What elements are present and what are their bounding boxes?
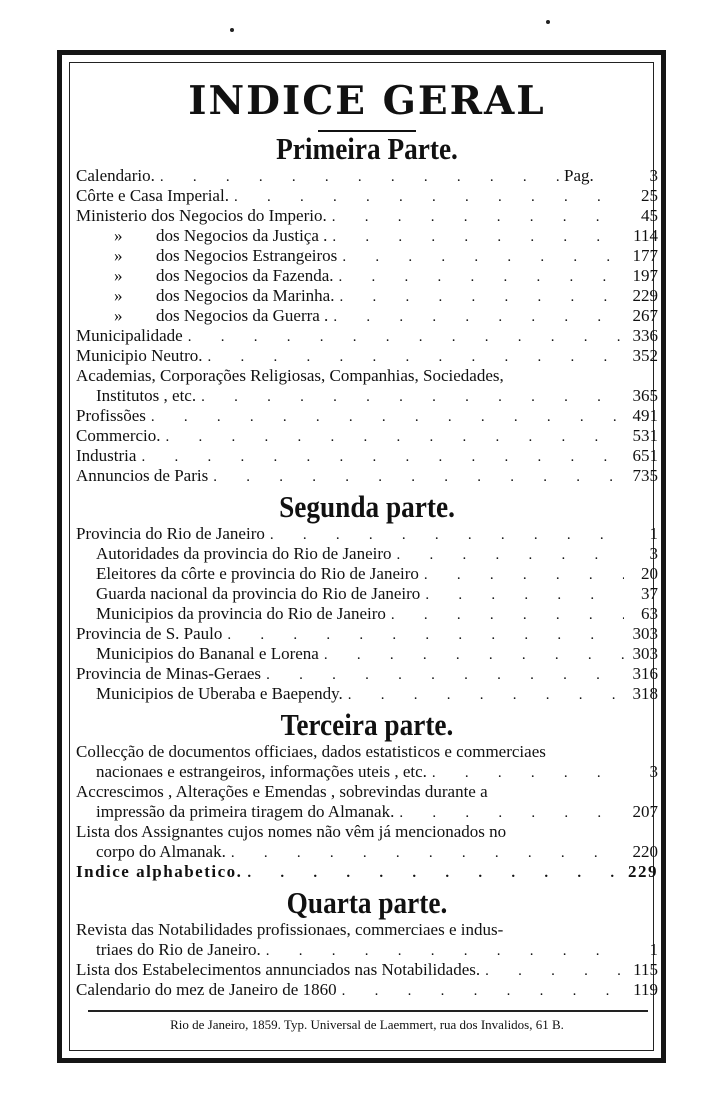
index-entry: Côrte e Casa Imperial. . . . 25 bbox=[76, 186, 658, 206]
index-entry: Provincia do Rio de Janeiro . . . 1 bbox=[76, 524, 658, 544]
imprint-footer: Rio de Janeiro, 1859. Typ. Universal de Laemmert, rua dos Invalidos, 61 B. bbox=[170, 1017, 564, 1032]
index-entry: Municipios do Bananal e Lorena . . . 303 bbox=[76, 644, 658, 664]
index-entry: corpo do Almanak. . . . 220 bbox=[76, 842, 658, 862]
index-entry: Municipios de Uberaba e Baependy. . . . 318 bbox=[76, 684, 658, 704]
index-entry: Institutos , etc. . . . 365 bbox=[76, 386, 658, 406]
index-entry: Eleitores da côrte e provincia do Rio de Janeiro . . . 20 bbox=[76, 564, 658, 584]
index-entry: Municipios da provincia do Rio de Janeiro . . . 63 bbox=[76, 604, 658, 624]
index-entry: Municipio Neutro. . . . 352 bbox=[76, 346, 658, 366]
index-entry: Ministerio dos Negocios do Imperio. . . . 45 bbox=[76, 206, 658, 226]
index-entry: Provincia de Minas-Geraes . . . 316 bbox=[76, 664, 658, 684]
index-entry: » dos Negocios da Fazenda. . . . 197 bbox=[76, 266, 658, 286]
index-entry: » dos Negocios Estrangeiros . . . 177 bbox=[76, 246, 658, 266]
index-entry: Lista dos Estabelecimentos annunciados nas Notabilidades. . . . 115 bbox=[76, 960, 658, 980]
index-entry: Calendario do mez de Janeiro de 1860 . . . 119 bbox=[76, 980, 658, 1000]
print-speck bbox=[230, 28, 234, 32]
index-entry-line: Revista das Notabilidades profissionaes, commerciaes e indus- bbox=[76, 920, 504, 939]
part-heading-segunda: Segunda parte. bbox=[279, 489, 455, 524]
index-entry: » dos Negocios da Guerra . . . . 267 bbox=[76, 306, 658, 326]
index-entry-line: Academias, Corporações Religiosas, Companhias, Sociedades, bbox=[76, 366, 504, 385]
index-entry: Calendario. . . . Pag. 3 bbox=[76, 166, 658, 186]
index-entry: Provincia de S. Paulo . . . 303 bbox=[76, 624, 658, 644]
footer-rule bbox=[88, 1010, 648, 1012]
index-entry: Industria . . . 651 bbox=[76, 446, 658, 466]
index-entry: » dos Negocios da Marinha. . . . 229 bbox=[76, 286, 658, 306]
part-heading-quarta: Quarta parte. bbox=[286, 885, 448, 920]
index-entry: impressão da primeira tiragem do Almanak. . . . 207 bbox=[76, 802, 658, 822]
index-entry: Autoridades da provincia do Rio de Janeiro . . . 3 bbox=[76, 544, 658, 564]
index-entry: triaes do Rio de Janeiro. . . . 1 bbox=[76, 940, 658, 960]
index-entry: Commercio. . . . 531 bbox=[76, 426, 658, 446]
index-entry-line: Lista dos Assignantes cujos nomes não vêm já mencionados no bbox=[76, 822, 507, 841]
index-entry: » dos Negocios da Justiça . . . . 114 bbox=[76, 226, 658, 246]
part-heading-terceira: Terceira parte. bbox=[280, 707, 454, 742]
index-entry: Municipalidade . . . 336 bbox=[76, 326, 658, 346]
index-entry-line: Collecção de documentos officiaes, dados estatisticos e commerciaes bbox=[76, 742, 546, 761]
index-entry-alphabetico: Indice alphabetico. . . . 229 bbox=[76, 862, 658, 882]
index-content bbox=[76, 70, 658, 1000]
index-entry: nacionaes e estrangeiros, informações uteis , etc. . . . 3 bbox=[76, 762, 658, 782]
index-entry: Annuncios de Paris . . . 735 bbox=[76, 466, 658, 486]
part-heading-primeira: Primeira Parte. bbox=[276, 131, 458, 166]
index-entry: Guarda nacional da provincia do Rio de Janeiro . . . 37 bbox=[76, 584, 658, 604]
index-entry: Profissões . . . 491 bbox=[76, 406, 658, 426]
index-entry-line: Accrescimos , Alterações e Emendas , sobrevindas durante a bbox=[76, 782, 488, 801]
print-speck bbox=[546, 20, 550, 24]
page-title: INDICE GERAL bbox=[188, 78, 546, 124]
